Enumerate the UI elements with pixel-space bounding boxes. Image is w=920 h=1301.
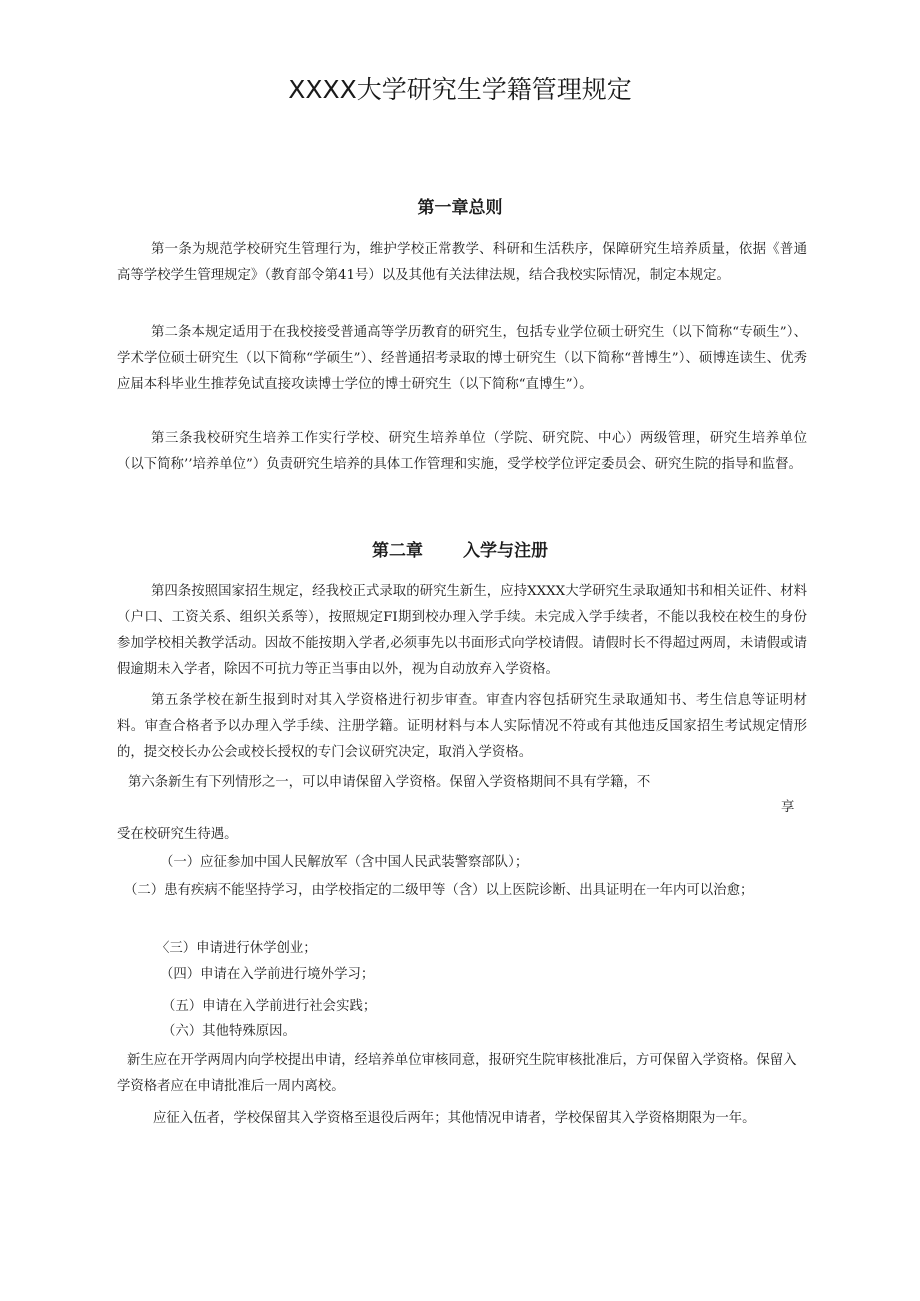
list-item-5: （五）申请在入学前进行社会实践； [162,999,377,1014]
article-6-line-2: 享 [781,800,795,815]
list-item-6: （六）其他特殊原因。 [162,1024,296,1039]
chapter-2-title: 入学与注册 [463,541,548,561]
chapter-1-heading: 第一章总则 [417,198,503,218]
article-6-line-1: 第六条新生有下列情形之一，可以申请保留入学资格。保留入学资格期间不具有学籍，不 [128,775,651,790]
article-5: 第五条学校在新生报到时对其入学资格进行初步审查。审查内容包括研究生录取通知书、考生信息等证明材料。审查合格者予以办理入学手续、注册学籍。证明材料与本人实际情况不符或有其他违反国家招生考试规定情形的，提交校长办公会或校长授权的专门会议研究决定，取消入学资格。 [117,693,807,760]
chapter-2-heading [0,536,920,561]
article-6-line-3: 受在校研究生待遇。 [117,827,238,842]
document-title: XXXX大学研究生学籍管理规定 [288,75,632,104]
paragraph-duration: 应征入伍者，学校保留其入学资格至退役后两年；其他情况申请者，学校保留其入学资格期限为一年。 [153,1111,756,1126]
article-3: 第三条我校研究生培养工作实行学校、研究生培养单位（学院、研究院、中心）两级管理，研究生培养单位（以下简称’’培养单位”）负责研究生培养的具体工作管理和实施，受学校学位评定委员会、研究生院的指导和监督。 [117,431,807,472]
article-1: 第一条为规范学校研究生管理行为，维护学校正常教学、科研和生活秩序，保障研究生培养质量，依据《普通高等学校学生管理规定》（教育部令第41号）以及其他有关法律法规，结合我校实际情况，制定本规定。 [117,242,807,283]
paragraph-application: 新生应在开学两周内向学校提出申请，经培养单位审核同意，报研究生院审核批准后，方可保留入学资格。保留入学资格者应在申请批准后一周内离校。 [117,1053,797,1094]
list-item-4: （四）申请在入学前进行境外学习； [160,967,375,982]
list-item-3: 〈三）申请进行休学创业； [156,941,317,956]
list-item-1: （一）应征参加中国人民解放军（含中国人民武装警察部队）； [160,855,529,870]
chapter-2-number: 第二章 [372,541,423,561]
list-item-2: （二）患有疾病不能坚持学习，由学校指定的二级甲等（含）以上医院诊断、出具证明在一年内可以治愈； [124,883,754,898]
article-2: 第二条本规定适用于在我校接受普通高等学历教育的研究生，包括专业学位硕士研究生（以下简称“专硕生”）、学术学位硕士研究生（以下简称“学硕生”）、经普通招考录取的博士研究生（以下简称“普博生”）、硕博连读生、优秀应届本科毕业生推荐免试直接攻读博士学位的博士研究生（以下简称“直博生”）。 [117,325,807,392]
article-4: 第四条按照国家招生规定，经我校正式录取的研究生新生，应持XXXX大学研究生录取通知书和相关证件、材料（户口、工资关系、组织关系等），按照规定FI期到校办理入学手续。未完成入学手续者，不能以我校在校生的身份参加学校相关教学活动。因故不能按期入学者,必须事先以书面形式向学校请假。请假时长不得超过两周，未请假或请假逾期未入学者，除因不可抗力等正当事由以外，视为自动放弃入学资格。 [117,584,807,677]
